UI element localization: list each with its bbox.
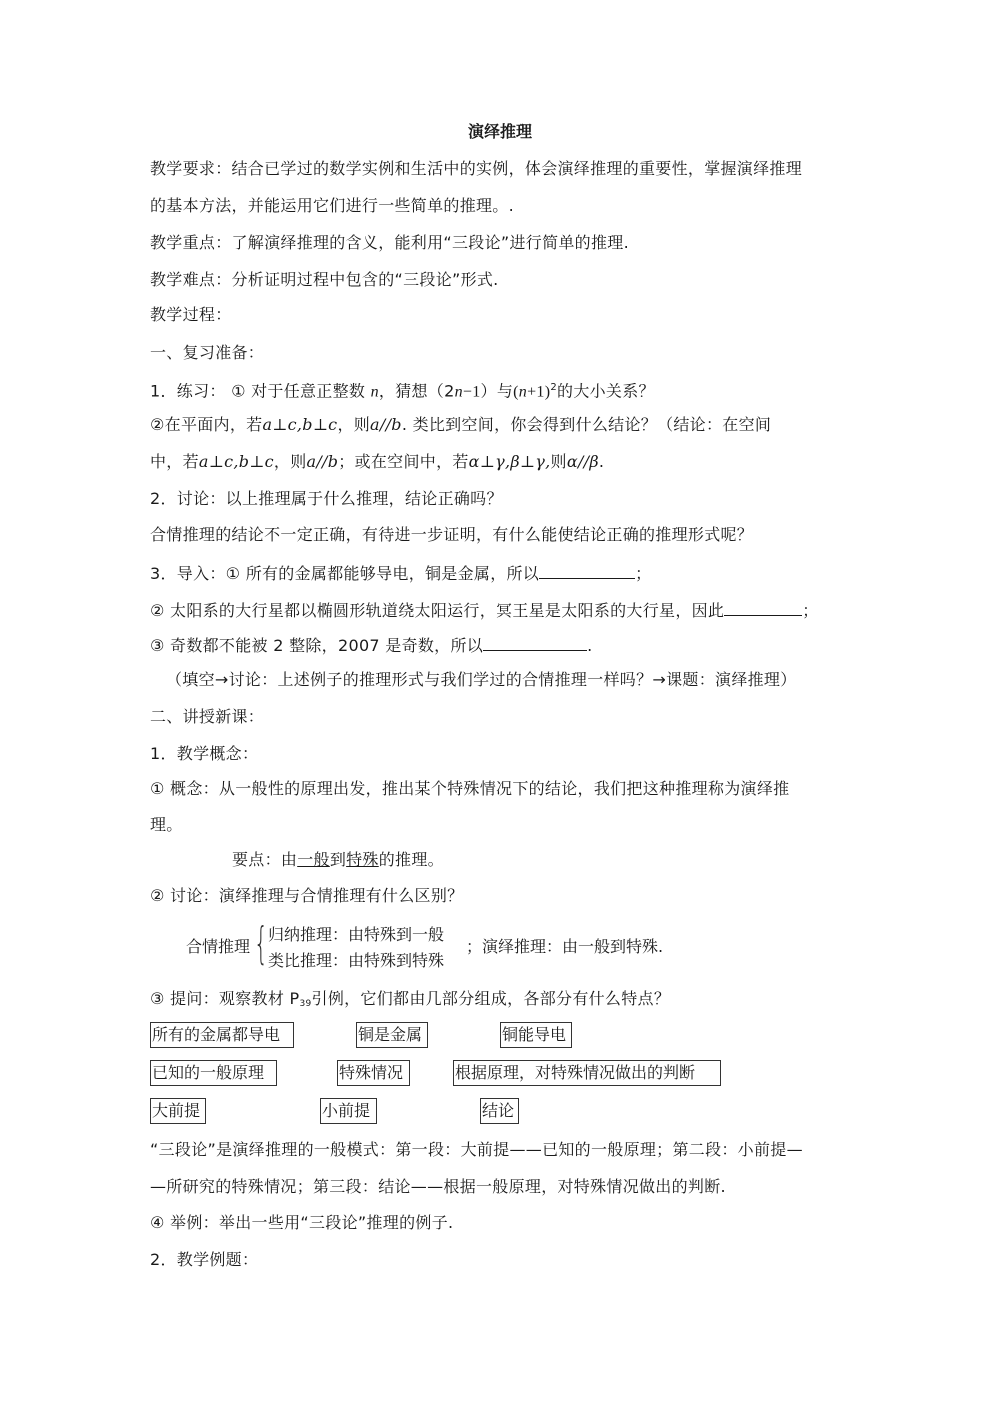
- text: ，则: [273, 452, 307, 471]
- text: ；: [802, 601, 819, 620]
- text: 引例，它们都由几部分组成，各部分有什么特点？: [311, 989, 671, 1008]
- text: 3．导入：① 所有的金属都能够导电，铜是金属，所以: [150, 564, 540, 583]
- intro-item-3: [150, 634, 592, 656]
- fill-blank-3[interactable]: [483, 634, 587, 651]
- brace-item-induction: 归纳推理：由特殊到一般: [268, 925, 445, 944]
- deductive-summary: ；演绎推理：由一般到特殊.: [466, 937, 664, 956]
- text: 的推理。: [378, 850, 444, 869]
- text: ②在平面内，若: [150, 415, 263, 434]
- syllogism-line2: —所研究的特殊情况；第三段：结论——根据一般原理，对特殊情况做出的判断.: [150, 1177, 726, 1196]
- teaching-difficulty: 教学难点：分析证明过程中包含的“三段论”形式.: [150, 270, 499, 289]
- concept-line2: 理。: [150, 815, 183, 834]
- text: ，则: [337, 415, 371, 434]
- intro-item-1: [150, 562, 651, 584]
- discussion-1: 2．讨论：以上推理属于什么推理，结论正确吗？: [150, 489, 503, 508]
- concept-line1: ① 概念：从一般性的原理出发，推出某个特殊情况下的结论，我们把这种推理称为演绎推: [150, 779, 790, 798]
- teaching-process-heading: 教学过程：: [150, 305, 232, 324]
- math-n: n: [370, 383, 379, 401]
- document-title: 演绎推理: [467, 122, 532, 141]
- text: ；或在空间中，若: [338, 452, 469, 471]
- box-major-premise: 大前提: [150, 1098, 206, 1124]
- text: . 类比到空间，你会得到什么结论？（结论：在空间: [401, 415, 772, 434]
- fill-blank-2[interactable]: [724, 599, 802, 616]
- box-judgement: 根据原理，对特殊情况做出的判断: [453, 1060, 721, 1086]
- underlined-text: 特殊: [346, 850, 379, 869]
- box-known-principle: 已知的一般原理: [150, 1060, 277, 1086]
- box-special-case: 特殊情况: [337, 1060, 410, 1086]
- text: ，猜想（2: [378, 381, 455, 401]
- text: 中，若: [150, 452, 199, 471]
- teaching-requirement-line1: 教学要求：结合已学过的数学实例和生活中的实例，体会演绎推理的重要性，掌握演绎推理: [150, 159, 803, 178]
- text: +1): [527, 383, 551, 401]
- syllogism-line1: “三段论”是演绎推理的一般模式：第一段：大前提——已知的一般原理；第二段：小前提—: [150, 1140, 803, 1159]
- box-conclusion-example: 铜能导电: [500, 1022, 572, 1048]
- exercise-1: [150, 378, 655, 402]
- text: ③ 奇数都不能被 2 整除，2007 是奇数，所以: [150, 636, 484, 655]
- key-point: [232, 850, 444, 870]
- math-expr: α//β: [566, 452, 599, 471]
- example-prompt: ④ 举例：举出一些用“三段论”推理的例子.: [150, 1213, 454, 1232]
- exercise-2-line2: [150, 452, 604, 472]
- superscript: 2: [550, 382, 558, 393]
- math-expr: α⊥γ,β⊥γ,: [468, 452, 551, 471]
- text: ；: [635, 564, 652, 583]
- text: 的大小关系？: [557, 381, 655, 401]
- math-expr: a//b: [370, 415, 402, 434]
- text: .: [587, 636, 593, 655]
- fill-discussion-note: （填空→讨论：上述例子的推理形式与我们学过的合情推理一样吗？→课题：演绎推理）: [166, 670, 797, 689]
- discussion-2: ② 讨论：演绎推理与合情推理有什么区别？: [150, 886, 464, 905]
- plausible-reasoning-note: 合情推理的结论不一定正确，有待进一步证明，有什么能使结论正确的推理形式呢？: [150, 525, 754, 544]
- left-brace-icon: {: [254, 918, 268, 969]
- text: 1．练习： ① 对于任意正整数: [150, 381, 371, 401]
- text: ③ 提问：观察教材 P: [150, 989, 300, 1008]
- brace-label: 合情推理: [186, 937, 251, 956]
- question-item: [150, 989, 670, 1014]
- text: 要点：由: [232, 850, 298, 869]
- section-2-heading: 二、讲授新课：: [150, 707, 265, 726]
- brace-item-analogy: 类比推理：由特殊到特殊: [268, 951, 445, 970]
- math-expr: a⊥c,b⊥c: [198, 452, 274, 471]
- concept-heading: 1．教学概念：: [150, 744, 259, 763]
- teaching-focus: 教学重点：了解演绎推理的含义，能利用“三段论”进行简单的推理.: [150, 233, 629, 252]
- text: 到: [329, 850, 347, 869]
- teaching-requirement-line2: 的基本方法，并能运用它们进行一些简单的推理。.: [150, 196, 514, 215]
- box-major-example: 所有的金属都导电: [150, 1022, 294, 1048]
- section-1-heading: 一、复习准备：: [150, 343, 265, 362]
- math-n: n: [454, 383, 463, 401]
- box-minor-example: 铜是金属: [356, 1022, 428, 1048]
- examples-heading: 2．教学例题：: [150, 1250, 259, 1269]
- math-expr: a⊥c,b⊥c: [262, 415, 338, 434]
- math-n: n: [518, 383, 528, 401]
- subscript: 39: [299, 999, 312, 1009]
- text: .: [598, 452, 605, 471]
- box-conclusion: 结论: [480, 1098, 519, 1124]
- intro-item-2: [150, 599, 819, 621]
- fill-blank-1[interactable]: [539, 562, 635, 579]
- box-minor-premise: 小前提: [320, 1098, 377, 1124]
- underlined-text: 一般: [297, 850, 330, 869]
- text: 则: [550, 452, 567, 471]
- text: −1）与(: [462, 383, 519, 401]
- exercise-2-line1: [150, 415, 771, 435]
- math-expr: a//b: [306, 452, 339, 471]
- text: ② 太阳系的大行星都以椭圆形轨道绕太阳运行，冥王星是太阳系的大行星，因此: [150, 601, 725, 620]
